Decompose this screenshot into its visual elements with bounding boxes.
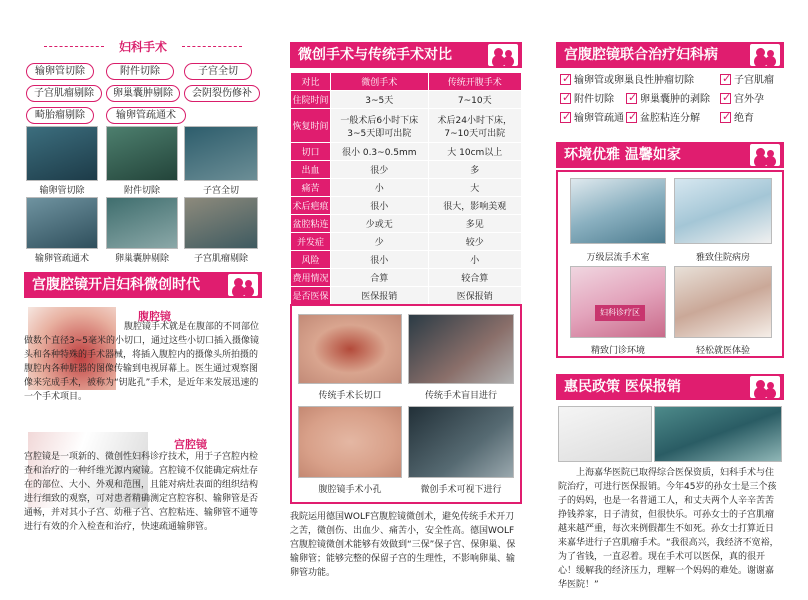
- checkmark-icon: [560, 74, 571, 85]
- table-cell: 医保报销: [331, 287, 429, 305]
- tag-1: 输卵管切除: [26, 63, 94, 80]
- table-cell: 一般术后6小时下床 3~5天即可出院: [331, 109, 429, 143]
- lap-text: 腹腔镜手术就是在腹部的不同部位做数个直径3~5毫米的小切口，通过这些小切口插入摄像镜头和各种特殊的手术器械，将插入腹腔内的摄像头所拍摄的腹腔内各种脏器的图像传输到电视屏幕上。医生通过观察图像来完成手术，被称为“钥匙孔”手术，是近年来发展迅速的一个手术项目。: [24, 322, 260, 402]
- check-item: [560, 93, 614, 107]
- people-icon: [488, 44, 518, 66]
- photo-caption: 精致门诊环境: [590, 346, 645, 356]
- surgery-photo: [106, 197, 178, 249]
- check-item: [560, 74, 694, 88]
- table-row: [291, 233, 522, 251]
- table-cell: 7~10天: [428, 91, 521, 109]
- people-icon: [750, 376, 780, 398]
- bar-title: 宫腹腔镜联合治疗妇科病: [564, 47, 718, 63]
- env-photo: [570, 178, 666, 244]
- table-header-cell: 传统开腹手术: [428, 73, 521, 91]
- photo-caption: 传统手术盲目进行: [424, 391, 497, 401]
- table-cell: 少或无: [331, 215, 429, 233]
- table-row: [291, 269, 522, 287]
- row-label-cell: 出血: [291, 161, 331, 179]
- bar-title: 惠民政策 医保报销: [564, 379, 681, 395]
- people-icon: [228, 274, 258, 296]
- surgery-photo: [408, 314, 514, 384]
- table-cell: 3~5天: [331, 91, 429, 109]
- table-cell: 多: [428, 161, 521, 179]
- tag-2: 附件切除: [106, 63, 174, 80]
- table-cell: 较合算: [428, 269, 521, 287]
- table-cell: 合算: [331, 269, 429, 287]
- surgery-photo: [184, 126, 258, 181]
- tag-6: 会阴裂伤修补: [184, 85, 260, 102]
- table-row: [291, 251, 522, 269]
- table-cell: 小: [331, 179, 429, 197]
- table-header-cell: 对比: [291, 73, 331, 91]
- clinic-sign: 妇科诊疗区: [595, 305, 645, 321]
- people-icon: [750, 44, 780, 66]
- photo-caption: 雅致住院病房: [695, 253, 750, 263]
- table-cell: 很大，影响美观: [428, 197, 521, 215]
- policy-text: 上海嘉华医院已取得综合医保资质，妇科手术与住院治疗，可进行医保报销。今年45岁的孙女士是三个孩子的妈妈，也是一名普通工人，和丈夫两个人辛辛苦苦挣钱养家，日子清贫，但很快乐。可孙女士的子宫肌瘤越来越严重，每次来例假都生不如死。孙女士打算近日来嘉华进行子宫肌瘤手术。“我很高兴，我经济不宽裕，为了省钱，一直忍着。现在手术可以医保，真的很开心！缓解我的经济压力，理解一个妈妈的难处。谢谢嘉华医院！”: [558, 468, 779, 590]
- table-row: [291, 143, 522, 161]
- tag-8: 输卵管疏通术: [106, 107, 186, 124]
- table-cell: 多见: [428, 215, 521, 233]
- tag-3: 子宫全切: [184, 63, 252, 80]
- surgery-photo: [298, 314, 402, 384]
- row-label-cell: 盆腔粘连: [291, 215, 331, 233]
- surgery-photo: [106, 126, 178, 181]
- table-header-row: [291, 73, 522, 91]
- checkmark-icon: [626, 93, 637, 104]
- section-bar-environment: [556, 142, 784, 168]
- env-photo: [570, 266, 666, 338]
- photo-caption: 腹腔镜手术小孔: [318, 485, 382, 495]
- check-label: 输卵管疏通: [574, 113, 624, 124]
- column-comparison: [290, 0, 522, 600]
- surgery-photo: [298, 406, 402, 478]
- insurance-card-photo: [558, 406, 652, 462]
- row-label-cell: 恢复时间: [291, 109, 331, 143]
- photo-caption: 子宫肌瘤剔除: [193, 254, 248, 264]
- check-item: [720, 74, 774, 88]
- check-label: 子宫肌瘤: [734, 75, 774, 86]
- photo-caption: 轻松就医体验: [695, 346, 750, 356]
- photo-caption: 微创手术可视下进行: [420, 485, 502, 495]
- check-item: [626, 112, 700, 126]
- table-cell: 很小 0.3~0.5mm: [331, 143, 429, 161]
- check-label: 卵巢囊肿的剥除: [640, 94, 710, 105]
- check-label: 附件切除: [574, 94, 614, 105]
- hys-title: 宫腔镜: [174, 438, 207, 451]
- column-gynecology: [24, 0, 262, 600]
- surgery-photo: [408, 406, 514, 478]
- bar-title: 环境优雅 温馨如家: [564, 147, 681, 163]
- table-cell: 很小: [331, 197, 429, 215]
- row-label-cell: 住院时间: [291, 91, 331, 109]
- checkmark-icon: [560, 112, 571, 123]
- table-cell: 小: [428, 251, 521, 269]
- surgery-photo: [26, 126, 98, 181]
- table-cell: 很小: [331, 251, 429, 269]
- table-header-cell: 微创手术: [331, 73, 429, 91]
- people-icon: [750, 144, 780, 166]
- checkmark-icon: [720, 74, 731, 85]
- lap-title: 腹腔镜: [138, 310, 171, 323]
- row-label-cell: 风险: [291, 251, 331, 269]
- checkmark-icon: [626, 112, 637, 123]
- check-label: 绝育: [734, 113, 754, 124]
- tag-4: 子宫肌瘤剔除: [26, 85, 102, 102]
- table-row: [291, 179, 522, 197]
- row-label-cell: 是否医保: [291, 287, 331, 305]
- column-environment: [556, 0, 784, 600]
- check-item: [626, 93, 710, 107]
- table-cell: 术后24小时下床， 7~10天可出院: [428, 109, 521, 143]
- heading-text: 妇科手术: [118, 40, 167, 54]
- row-label-cell: 痛苦: [291, 179, 331, 197]
- table-row: [291, 161, 522, 179]
- table-cell: 较少: [428, 233, 521, 251]
- table-row: [291, 287, 522, 305]
- check-label: 输卵管或卵巢良性肿瘤切除: [574, 75, 694, 86]
- table-row: [291, 91, 522, 109]
- section-heading-gynecology: [24, 38, 262, 54]
- photo-caption: 万级层流手术室: [586, 253, 650, 263]
- wolf-description: 我院运用德国WOLF宫腹腔镜微创术，避免传统手术开刀之苦，微创伤、出血少、痛苦小，安全性高。德国WOLF宫腹腔镜微创术能够有效做到“三保”保子宫、保卵巢、保输卵管；能够完整的保留子宫的生理性，不影响卵巢、输卵管功能。: [290, 512, 516, 578]
- table-cell: 医保报销: [428, 287, 521, 305]
- table-row: [291, 197, 522, 215]
- tag-5: 卵巢囊肿剔除: [106, 85, 180, 102]
- row-label-cell: 切口: [291, 143, 331, 161]
- bar-title: 微创手术与传统手术对比: [298, 47, 452, 63]
- photo-caption: 输卵管疏通术: [34, 254, 89, 264]
- check-label: 盆腔粘连分解: [640, 113, 700, 124]
- photo-caption: 子宫全切: [202, 186, 239, 196]
- surgery-photo: [184, 197, 258, 249]
- check-item: [720, 112, 754, 126]
- tag-7: 畸胎瘤剔除: [26, 107, 94, 124]
- check-item: [720, 93, 764, 107]
- checkmark-icon: [720, 93, 731, 104]
- section-bar-policy: [556, 374, 784, 400]
- section-bar-comparison: [290, 42, 522, 68]
- env-photo: [674, 178, 772, 244]
- check-item: [560, 112, 624, 126]
- table-cell: 很少: [331, 161, 429, 179]
- photo-caption: 卵巢囊肿剔除: [114, 254, 169, 264]
- row-label-cell: 术后疤痕: [291, 197, 331, 215]
- photo-caption: 传统手术长切口: [318, 391, 382, 401]
- table-cell: 大 10cm以上: [428, 143, 521, 161]
- row-label-cell: 并发症: [291, 233, 331, 251]
- hys-text: 宫腔镜是一项新的、微创性妇科诊疗技术，用于子宫腔内检查和治疗的一种纤维光源内窥镜。宫腔镜不仅能确定病灶存在的部位、大小、外观和范围，且能对病灶表面的组织结构进行细致的观察，可对患者精确测定宫腔容积、输卵管是否通畅，并对其小子宫、幼稚子宫、宫腔粘连、输卵管不通等进行有效的介入检查和治疗，快速疏通输卵管。: [24, 452, 259, 532]
- section-bar-minimally-invasive: [24, 272, 262, 298]
- photo-caption: 附件切除: [123, 186, 160, 196]
- surgery-team-photo: [654, 406, 782, 462]
- section-bar-combined-treatment: [556, 42, 784, 68]
- table-row: [291, 215, 522, 233]
- table-cell: 少: [331, 233, 429, 251]
- checkmark-icon: [560, 93, 571, 104]
- photo-caption: 输卵管切除: [39, 186, 85, 196]
- table-row: [291, 109, 522, 143]
- row-label-cell: 费用情况: [291, 269, 331, 287]
- env-photo: [674, 266, 772, 338]
- comparison-table: [290, 72, 522, 305]
- checkmark-icon: [720, 112, 731, 123]
- bar-title: 宫腹腔镜开启妇科微创时代: [32, 277, 200, 293]
- table-cell: 大: [428, 179, 521, 197]
- surgery-photo: [26, 197, 98, 249]
- check-label: 宫外孕: [734, 94, 764, 105]
